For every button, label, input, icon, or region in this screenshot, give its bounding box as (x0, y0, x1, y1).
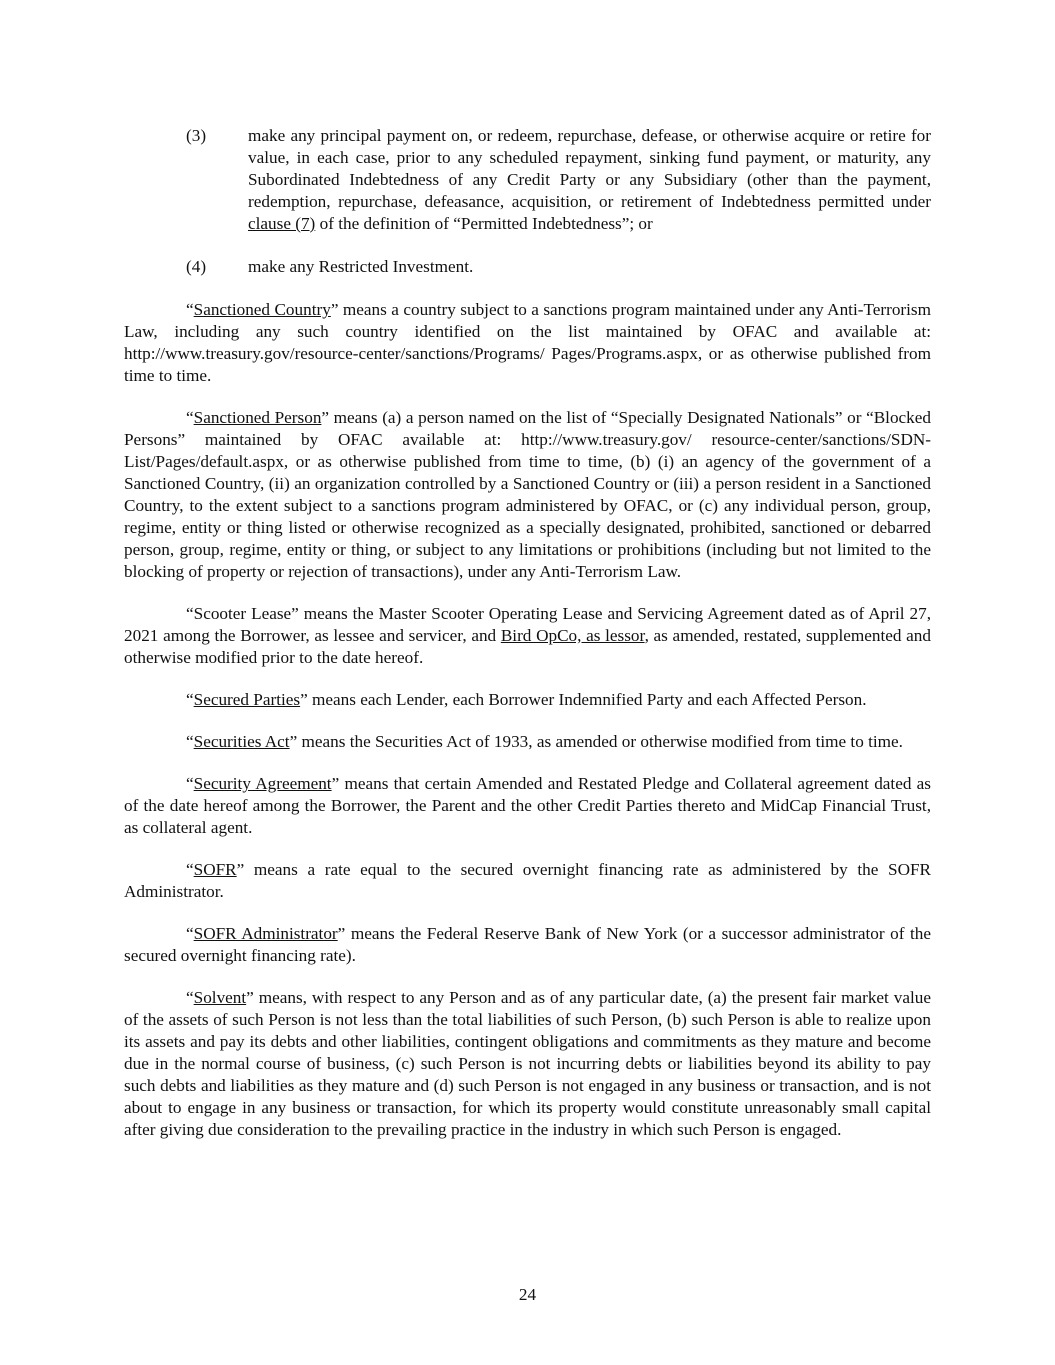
defined-term: SOFR (193, 860, 237, 879)
defined-term: Sanctioned Country (193, 300, 331, 319)
definition-sofr: “SOFR” means a rate equal to the secured overnight financing rate as administered by the SOFR Administrator. (124, 860, 931, 901)
definition-security-agreement: “Security Agreement” means that certain Amended and Restated Pledge and Collateral agreement dated as of the date hereof among the Borrower, the Parent and the other Credit Parties thereto and MidCap Financial Trust, as collateral agent. (124, 774, 931, 837)
defined-term: Securities Act (193, 732, 290, 751)
clause-7-reference: clause (7) (248, 214, 316, 233)
definition-sanctioned-person: “Sanctioned Person” means (a) a person named on the list of “Specially Designated Nationals” or “Blocked Persons” maintained by OFAC available at: http://www.treasury.gov/ resource-center/sanctions/SDN-List/Pages/default.aspx, or as otherwise published from time to time, (b) (i) an agency of the government of a Sanctioned Country, (ii) an organization controlled by a Sanctioned Country or (iii) a person resident in a Sanctioned Country, to the extent subject to a sanctions program administered by OFAC, or (c) any individual person, group, regime, entity or thing listed or otherwise recognized as a specially designated, prohibited, sanctioned or debarred person, group, regime, entity or thing, or subject to any limitations or prohibitions (including but not limited to the blocking of property or rejection of transactions), under any Anti-Terrorism Law. (124, 408, 931, 581)
definition-scooter-lease: “Scooter Lease” means the Master Scooter Operating Lease and Servicing Agreement dated as of April 27, 2021 among the Borrower, as lessee and servicer, and Bird OpCo, as lessor, as amended, restated, supplemented and otherwise modified prior to the date hereof. (124, 604, 931, 667)
clause-3 (124, 125, 931, 235)
clause-number: (3) (186, 126, 207, 145)
clause-text: make any Restricted Investment. (248, 257, 474, 276)
defined-term: Security Agreement (193, 774, 332, 793)
clause-4 (124, 256, 931, 278)
bird-opco-reference: Bird OpCo, as lessor (500, 626, 645, 645)
defined-term: SOFR Administrator (193, 924, 338, 943)
definition-sanctioned-country: “Sanctioned Country” means a country subject to a sanctions program maintained under any Anti-Terrorism Law, including any such country identified on the list maintained by OFAC and available at: http://www.treasury.gov/resource-center/sanctions/Programs/ Pages/Programs.aspx, or as otherwise published from time to time. (124, 300, 931, 385)
defined-term: Solvent (193, 988, 247, 1007)
definition-secured-parties: “Secured Parties” means each Lender, each Borrower Indemnified Party and each Affected Person. (186, 690, 867, 709)
defined-term: Sanctioned Person (193, 408, 322, 427)
clause-text: make any principal payment on, or redeem, repurchase, defease, or otherwise acquire or retire for value, in each case, prior to any scheduled repayment, sinking fund payment, or maturity, any Subordinated Indebtedness of any Credit Party or any Subsidiary (other than the payment, redemption, repurchase, defeasance, acquisition, or retirement of Indebtedness permitted under clause (7) of the definition of “Permitted Indebtedness”; or (248, 126, 931, 233)
definition-solvent: “Solvent” means, with respect to any Person and as of any particular date, (a) the present fair market value of the assets of such Person is not less than the total liabilities of such Person, (b) such Person is able to realize upon its assets and pay its debts and other liabilities, contingent obligations and commitments as they mature and become due in the normal course of business, (c) such Person is not incurring debts or liabilities beyond its ability to pay such debts and liabilities as they mature and (d) such Person is not engaged in any business or transaction, and is not about to engage in any business or transaction, for which its property would constitute unreasonably small capital after giving due consideration to the prevailing practice in the industry in which such Person is engaged. (124, 988, 931, 1139)
definition-securities-act: “Securities Act” means the Securities Act of 1933, as amended or otherwise modified from time to time. (186, 732, 903, 751)
document-page (124, 125, 931, 1161)
clause-number: (4) (186, 257, 207, 276)
defined-term: Secured Parties (193, 690, 301, 709)
page-number: 24 (518, 1285, 537, 1304)
definition-sofr-administrator: “SOFR Administrator” means the Federal Reserve Bank of New York (or a successor administrator of the secured overnight financing rate). (124, 924, 931, 965)
